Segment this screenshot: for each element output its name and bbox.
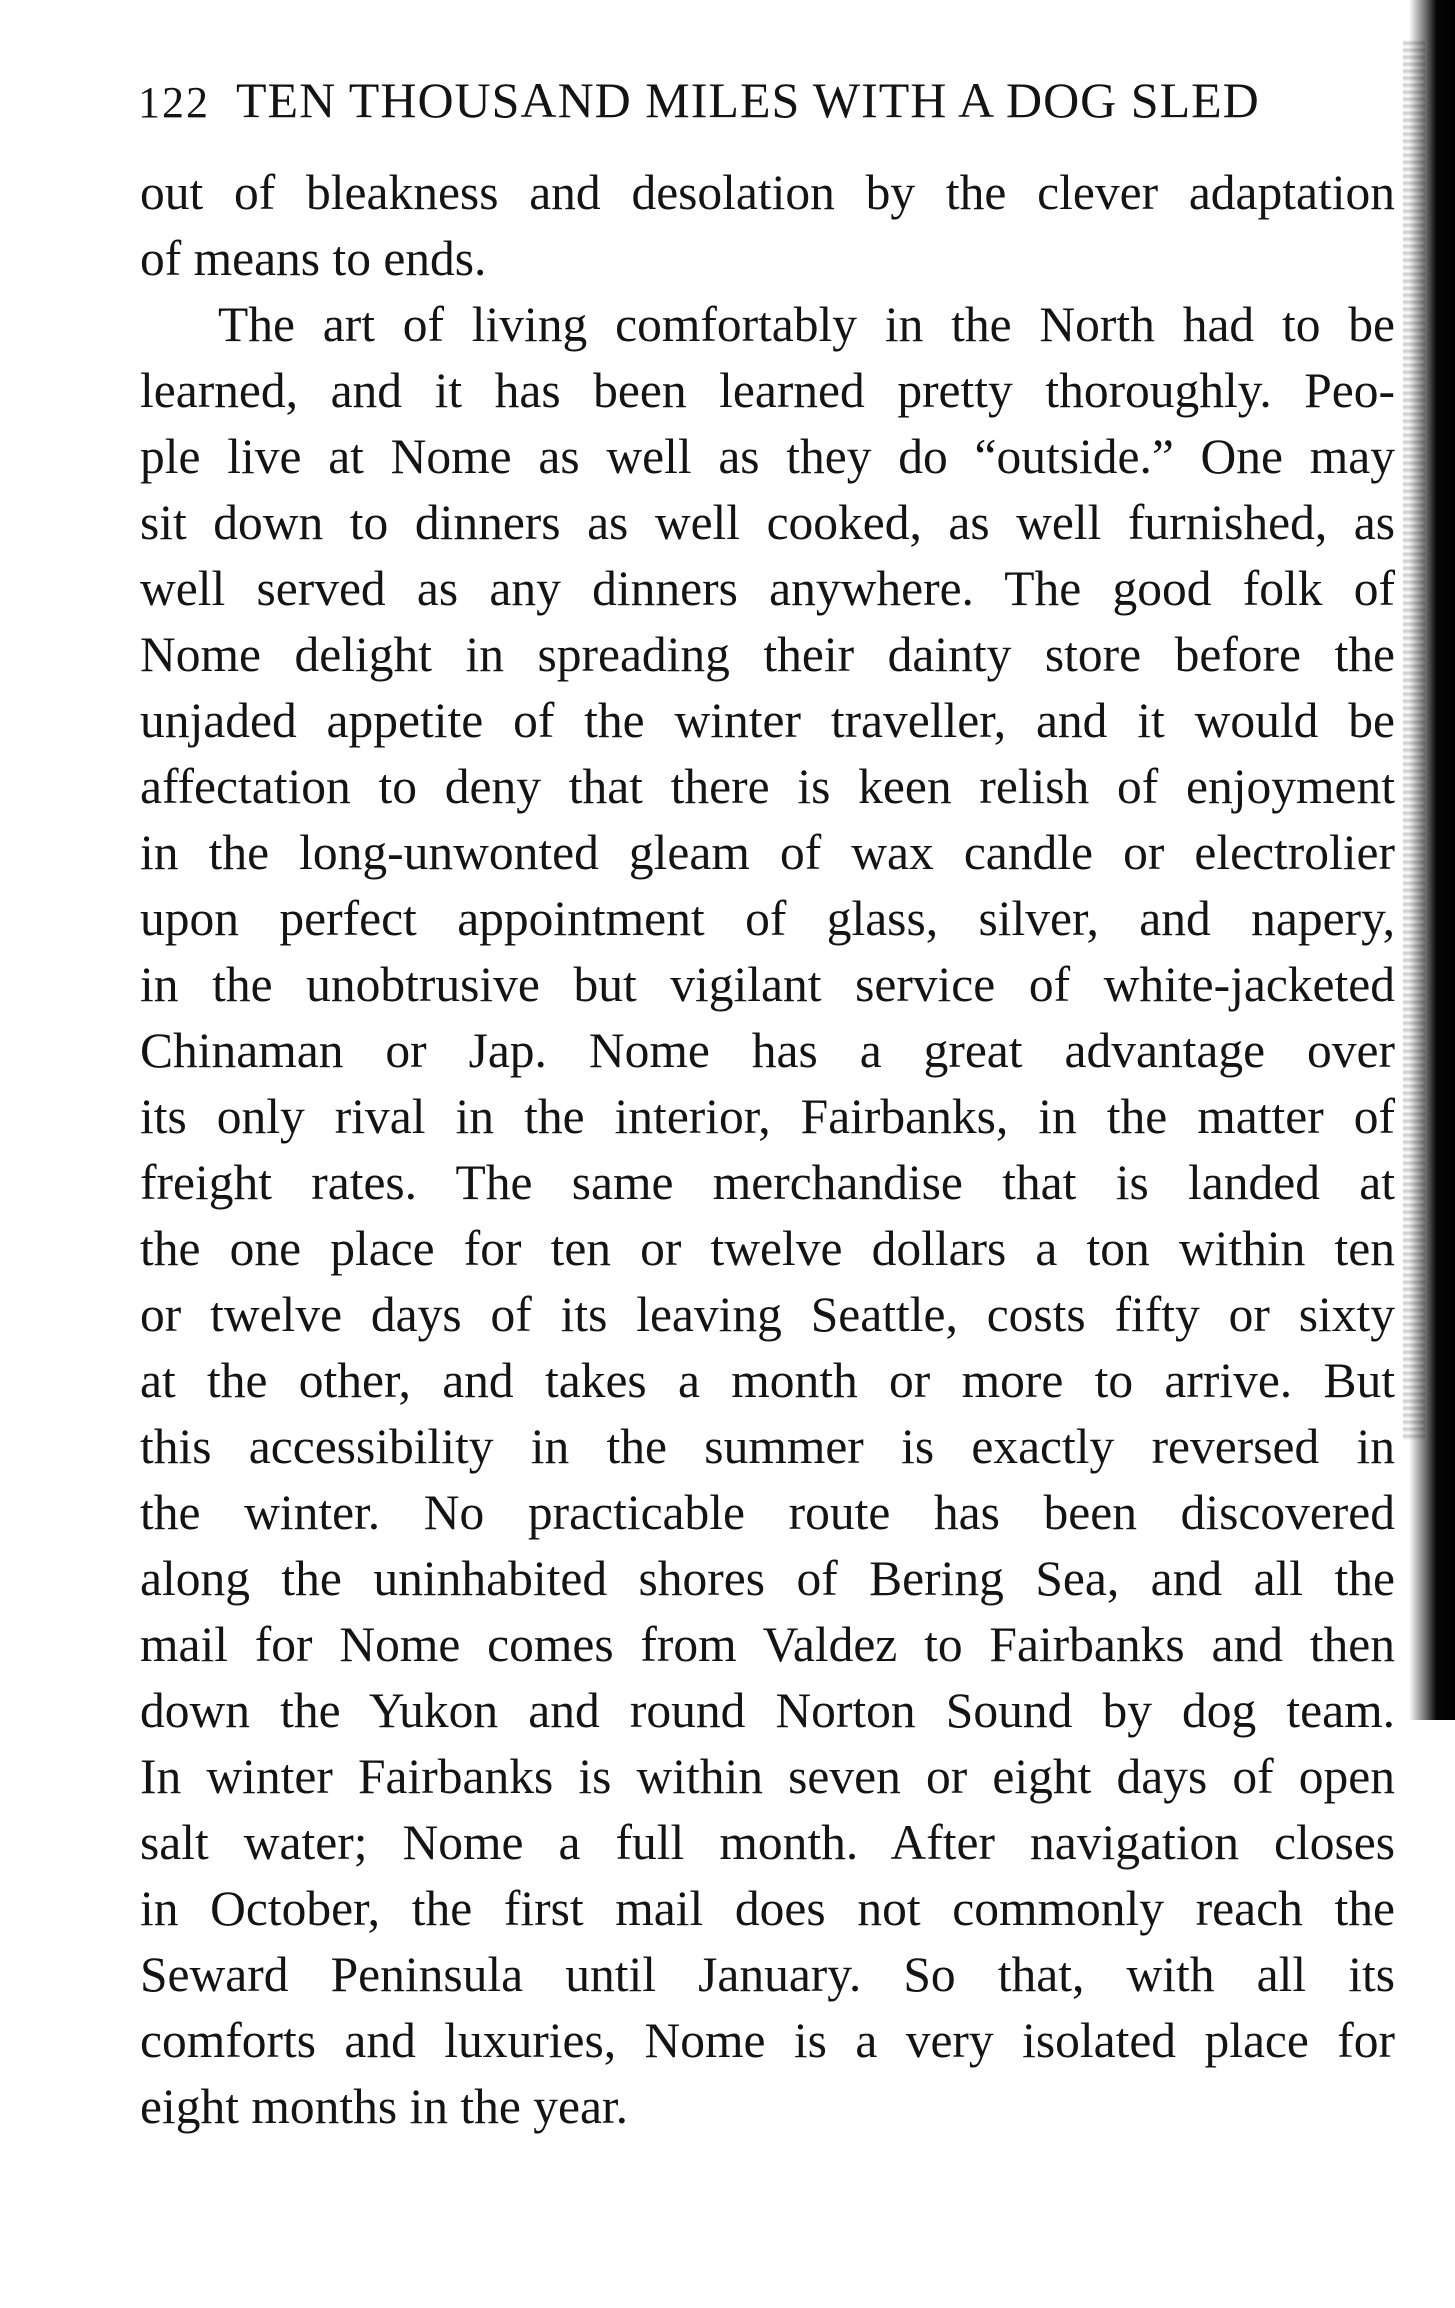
text-line: ple live at Nome as well as they do “outside.” One may — [140, 429, 1395, 484]
running-head — [138, 68, 1398, 135]
text-line: unjaded appetite of the winter traveller, and it would be — [140, 693, 1395, 748]
text-line: affectation to deny that there is keen relish of enjoyment — [140, 759, 1395, 814]
text-line: The art of living comfortably in the North had to be — [218, 297, 1395, 352]
text-line: Nome delight in spreading their dainty store before the — [140, 627, 1395, 682]
text-line: learned, and it has been learned pretty thoroughly. Peo- — [140, 363, 1395, 418]
body-text — [140, 160, 1395, 2140]
text-line: well served as any dinners anywhere. The good folk of — [140, 561, 1395, 616]
text-line: sit down to dinners as well cooked, as well furnished, as — [140, 495, 1395, 550]
running-title: TEN THOUSAND MILES WITH A DOG SLED — [236, 72, 1260, 128]
text-line: Seward Peninsula until January. So that, with all its — [140, 1947, 1395, 2002]
text-line: or twelve days of its leaving Seattle, costs fifty or sixty — [140, 1287, 1395, 1342]
text-line: comforts and luxuries, Nome is a very isolated place for — [140, 2013, 1395, 2068]
text-line: down the Yukon and round Norton Sound by dog team. — [140, 1683, 1395, 1738]
text-line: in the long-unwonted gleam of wax candle or electrolier — [140, 825, 1395, 880]
text-line: In winter Fairbanks is within seven or eight days of open — [140, 1749, 1395, 1804]
text-line: salt water; Nome a full month. After navigation closes — [140, 1815, 1395, 1870]
text-line: Chinaman or Jap. Nome has a great advantage over — [140, 1023, 1395, 1078]
text-line: of means to ends. — [140, 231, 487, 286]
text-line: out of bleakness and desolation by the clever adaptation — [140, 165, 1395, 220]
text-line: the one place for ten or twelve dollars a ton within ten — [140, 1221, 1395, 1276]
text-line: along the uninhabited shores of Bering Sea, and all the — [140, 1551, 1395, 1606]
text-line: this accessibility in the summer is exactly reversed in — [140, 1419, 1395, 1474]
text-line: at the other, and takes a month or more to arrive. But — [140, 1353, 1395, 1408]
text-line: mail for Nome comes from Valdez to Fairbanks and then — [140, 1617, 1395, 1672]
text-line: its only rival in the interior, Fairbanks, in the matter of — [140, 1089, 1395, 1144]
text-line: in the unobtrusive but vigilant service of white-jacketed — [140, 957, 1395, 1012]
page-number: 122 — [138, 78, 210, 127]
text-line: eight months in the year. — [140, 2079, 629, 2134]
text-line: the winter. No practicable route has been discovered — [140, 1485, 1395, 1540]
text-line: freight rates. The same merchandise that is landed at — [140, 1155, 1395, 1210]
binding-speckle — [1403, 40, 1425, 1440]
text-line: in October, the first mail does not commonly reach the — [140, 1881, 1395, 1936]
text-line: upon perfect appointment of glass, silver, and napery, — [140, 891, 1395, 946]
